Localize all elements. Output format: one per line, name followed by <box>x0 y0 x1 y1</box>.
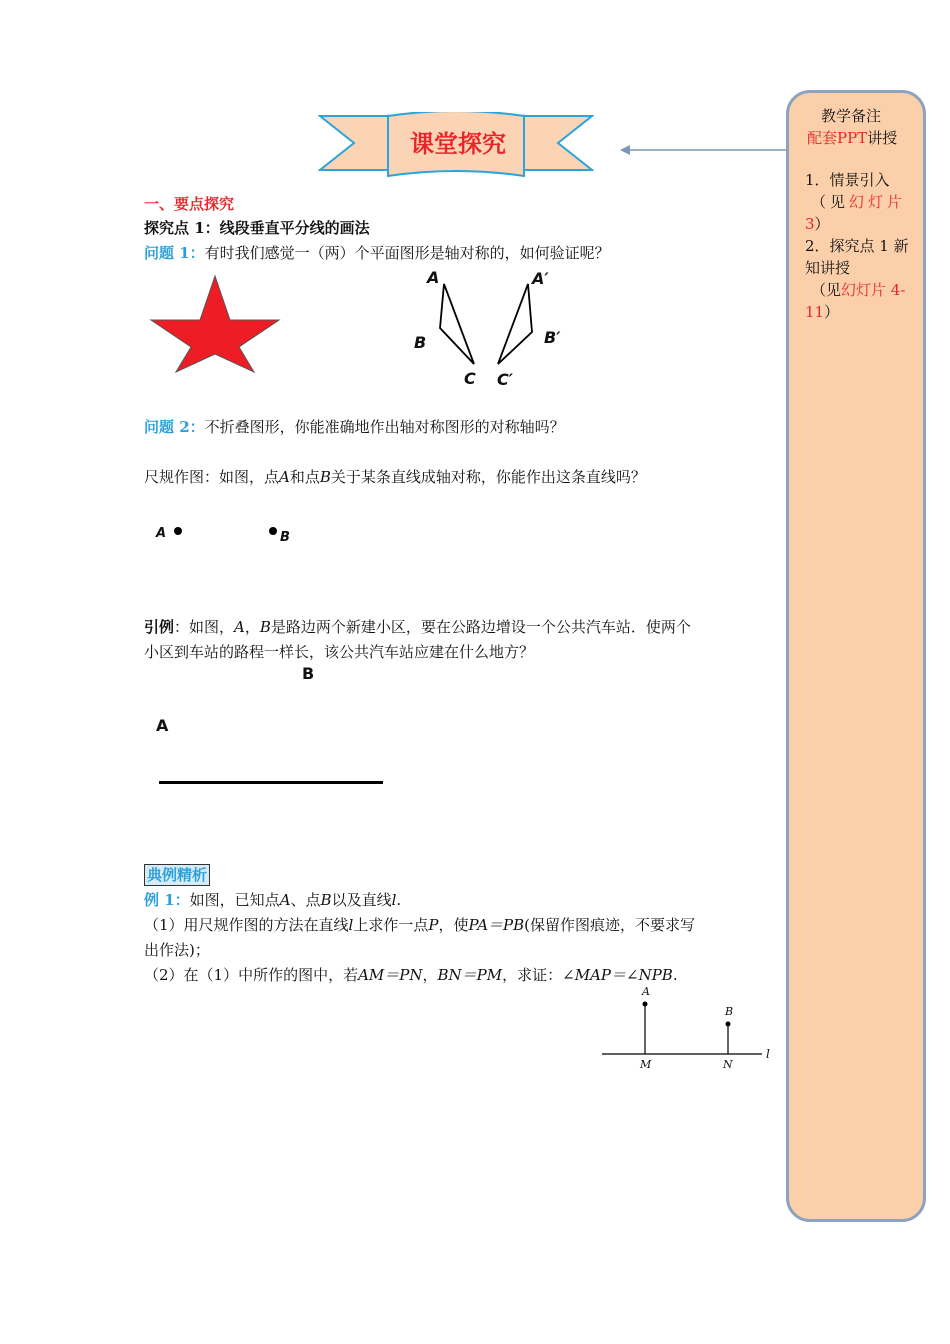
point-B <box>726 1022 731 1027</box>
point-B-label: B <box>280 530 290 545</box>
example-1-part1: （1）用尺规作图的方法在直线l上求作一点P，使PA＝PB(保留作图痕迹，不要求写 <box>144 916 696 934</box>
point-A <box>643 1002 648 1007</box>
teaching-notes-sidebar: 教学备注 配套PPT讲授 1．情景引入 （见幻灯片 3） 2．探究点 1 新 知讲授 （见幻灯片 4- 11） <box>786 90 926 1222</box>
red-star-figure <box>148 274 282 374</box>
sidebar-item-2: 2．探究点 1 新 <box>805 237 909 255</box>
ruler-construction-text: 尺规作图：如图，点A和点B关于某条直线成轴对称，你能作出这条直线吗？ <box>144 468 646 486</box>
banner-right-ribbon <box>524 116 592 170</box>
point-A-label: A <box>156 526 167 541</box>
sidebar-title: 教学备注 <box>821 107 882 125</box>
diagram-label-A: A <box>642 985 650 998</box>
road-point-A: A <box>156 716 169 735</box>
label-B-prime: B′ <box>544 328 561 347</box>
banner-title: 课堂探究 <box>410 130 506 158</box>
label-C: C <box>464 369 476 388</box>
example-1-intro: 例 1：如图，已知点A、点B以及直线l. <box>144 891 402 909</box>
triangle-ABC <box>440 284 474 364</box>
question-2: 问题 2：不折叠图形，你能准确地作出轴对称图形的对称轴吗？ <box>144 418 565 436</box>
question-1: 问题 1：有时我们感觉一（两）个平面图形是轴对称的，如何验证呢？ <box>144 244 610 262</box>
road-line <box>159 781 383 784</box>
point-A-dot <box>174 527 182 535</box>
label-B: B <box>414 333 427 352</box>
diagram-label-N: N <box>723 1058 733 1071</box>
diagram-label-M: M <box>640 1058 652 1071</box>
label-C-prime: C′ <box>497 370 513 389</box>
sidebar-item-1: 1．情景引入 <box>805 171 890 189</box>
triangle-A2B2C2 <box>498 284 532 364</box>
example-1-part1-line2: 出作法)； <box>144 941 210 959</box>
point1-heading: 探究点 1：线段垂直平分线的画法 <box>144 219 370 237</box>
point-B-dot <box>269 527 277 535</box>
label-A: A <box>427 268 440 287</box>
diagram-label-B: B <box>725 1005 734 1018</box>
examples-tag: 典例精析 <box>144 864 210 886</box>
intro-example-line1: 引例：如图，A，B是路边两个新建小区，要在公路边增设一个公共汽车站．使两个 <box>144 618 691 636</box>
section-heading: 一、要点探究 <box>144 195 235 213</box>
label-A-prime: A′ <box>532 269 549 288</box>
banner-left-ribbon <box>320 116 388 170</box>
diagram-label-l: l <box>766 1047 770 1061</box>
intro-example-line2: 小区到车站的路程一样长，该公共汽车站应建在什么地方？ <box>144 643 535 661</box>
arrow-left-icon <box>618 140 788 160</box>
example-1-diagram <box>600 994 780 1078</box>
example-1-part2: （2）在（1）中所作的图中，若AM＝PN，BN＝PM，求证：∠MAP＝∠NPB. <box>144 966 678 984</box>
sidebar-ppt-line: 配套PPT讲授 <box>807 129 898 147</box>
road-point-B: B <box>302 664 315 683</box>
